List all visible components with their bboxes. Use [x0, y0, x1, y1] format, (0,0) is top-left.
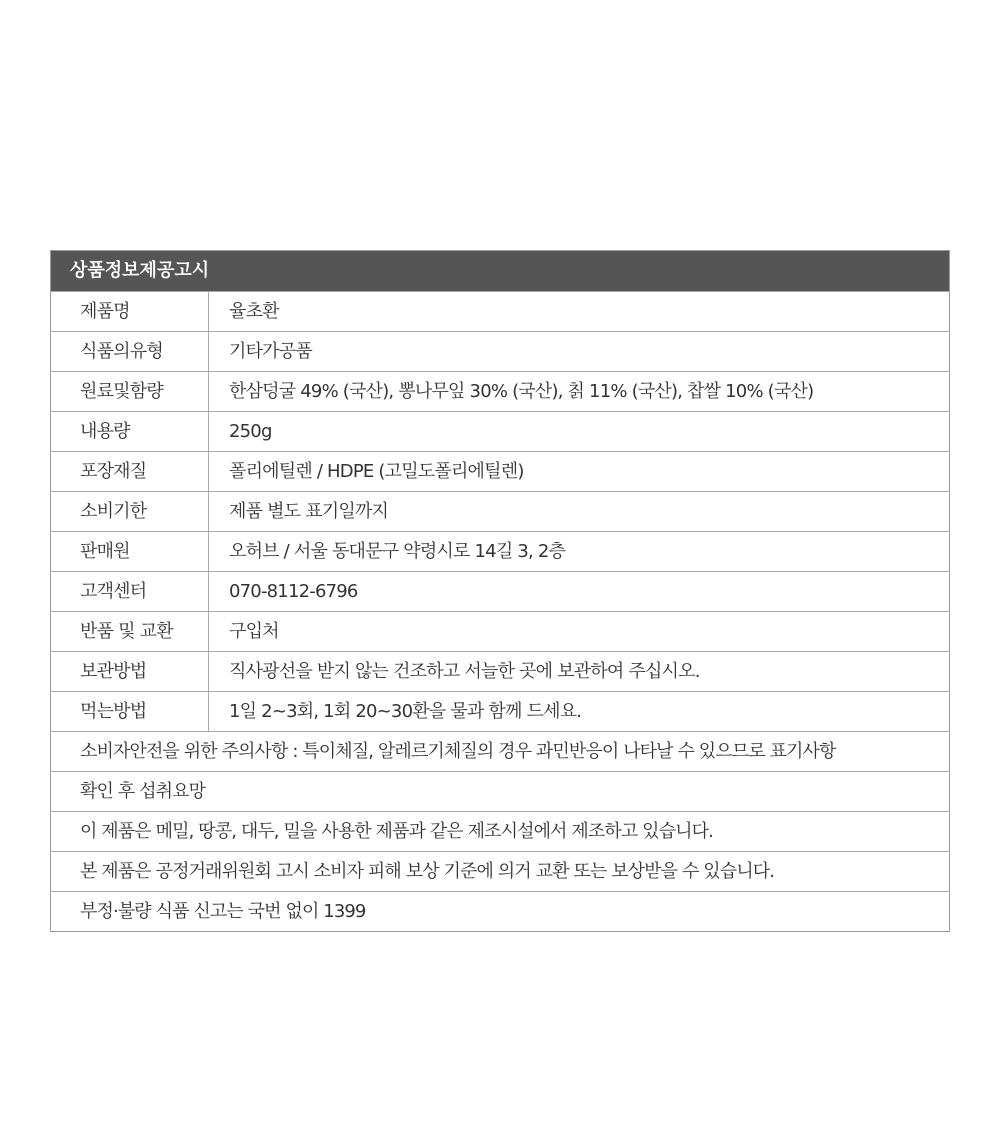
row-label: 포장재질	[51, 452, 209, 491]
row-label: 보관방법	[51, 652, 209, 691]
row-value: 070-8112-6796	[229, 581, 358, 602]
info-row-customer-center	[51, 571, 949, 611]
info-row-product-name	[51, 291, 949, 331]
note-row-allergen	[51, 811, 949, 851]
note-row-safety	[51, 731, 949, 771]
info-row-seller	[51, 531, 949, 571]
info-row-expiry	[51, 491, 949, 531]
row-value: 구입처	[229, 621, 279, 642]
row-label: 판매원	[51, 532, 209, 571]
info-row-packaging	[51, 451, 949, 491]
row-value: 폴리에틸렌 / HDPE (고밀도폴리에틸렌)	[229, 461, 524, 482]
row-label: 내용량	[51, 412, 209, 451]
row-value: 한삼덩굴 49% (국산), 뽕나무잎 30% (국산), 칡 11% (국산), 찹쌀 10% (국산)	[229, 381, 814, 402]
info-row-directions	[51, 691, 949, 731]
row-value: 오허브 / 서울 동대문구 약령시로 14길 3, 2층	[229, 541, 566, 562]
info-row-ingredients	[51, 371, 949, 411]
info-row-food-type	[51, 331, 949, 371]
note-text: 확인 후 섭취요망	[80, 781, 206, 802]
row-value: 직사광선을 받지 않는 건조하고 서늘한 곳에 보관하여 주십시오.	[229, 661, 700, 682]
note-text: 부정·불량 식품 신고는 국번 없이 1399	[80, 901, 366, 922]
row-label: 고객센터	[51, 572, 209, 611]
info-row-net-weight	[51, 411, 949, 451]
row-value: 1일 2~3회, 1회 20~30환을 물과 함께 드세요.	[229, 701, 582, 722]
row-label: 원료및함량	[51, 372, 209, 411]
info-row-storage	[51, 651, 949, 691]
note-row-compensation	[51, 851, 949, 891]
product-info-notice-table	[50, 250, 950, 932]
row-value: 율초환	[229, 301, 279, 322]
row-label: 제품명	[51, 292, 209, 331]
row-label: 소비기한	[51, 492, 209, 531]
note-row-safety-cont	[51, 771, 949, 811]
info-row-returns	[51, 611, 949, 651]
notice-title: 상품정보제공고시	[51, 251, 949, 291]
note-text: 소비자안전을 위한 주의사항 : 특이체질, 알레르기체질의 경우 과민반응이 나타날 수 있으므로 표기사항	[80, 741, 836, 762]
row-label: 먹는방법	[51, 692, 209, 731]
note-text: 본 제품은 공정거래위원회 고시 소비자 피해 보상 기준에 의거 교환 또는 보상받을 수 있습니다.	[80, 861, 775, 882]
row-value: 제품 별도 표기일까지	[229, 501, 389, 522]
row-value: 기타가공품	[229, 341, 312, 362]
row-label: 반품 및 교환	[51, 612, 209, 651]
row-label: 식품의유형	[51, 332, 209, 371]
note-row-report	[51, 891, 949, 931]
note-text: 이 제품은 메밀, 땅콩, 대두, 밀을 사용한 제품과 같은 제조시설에서 제조하고 있습니다.	[80, 821, 713, 842]
row-value: 250g	[229, 421, 272, 442]
